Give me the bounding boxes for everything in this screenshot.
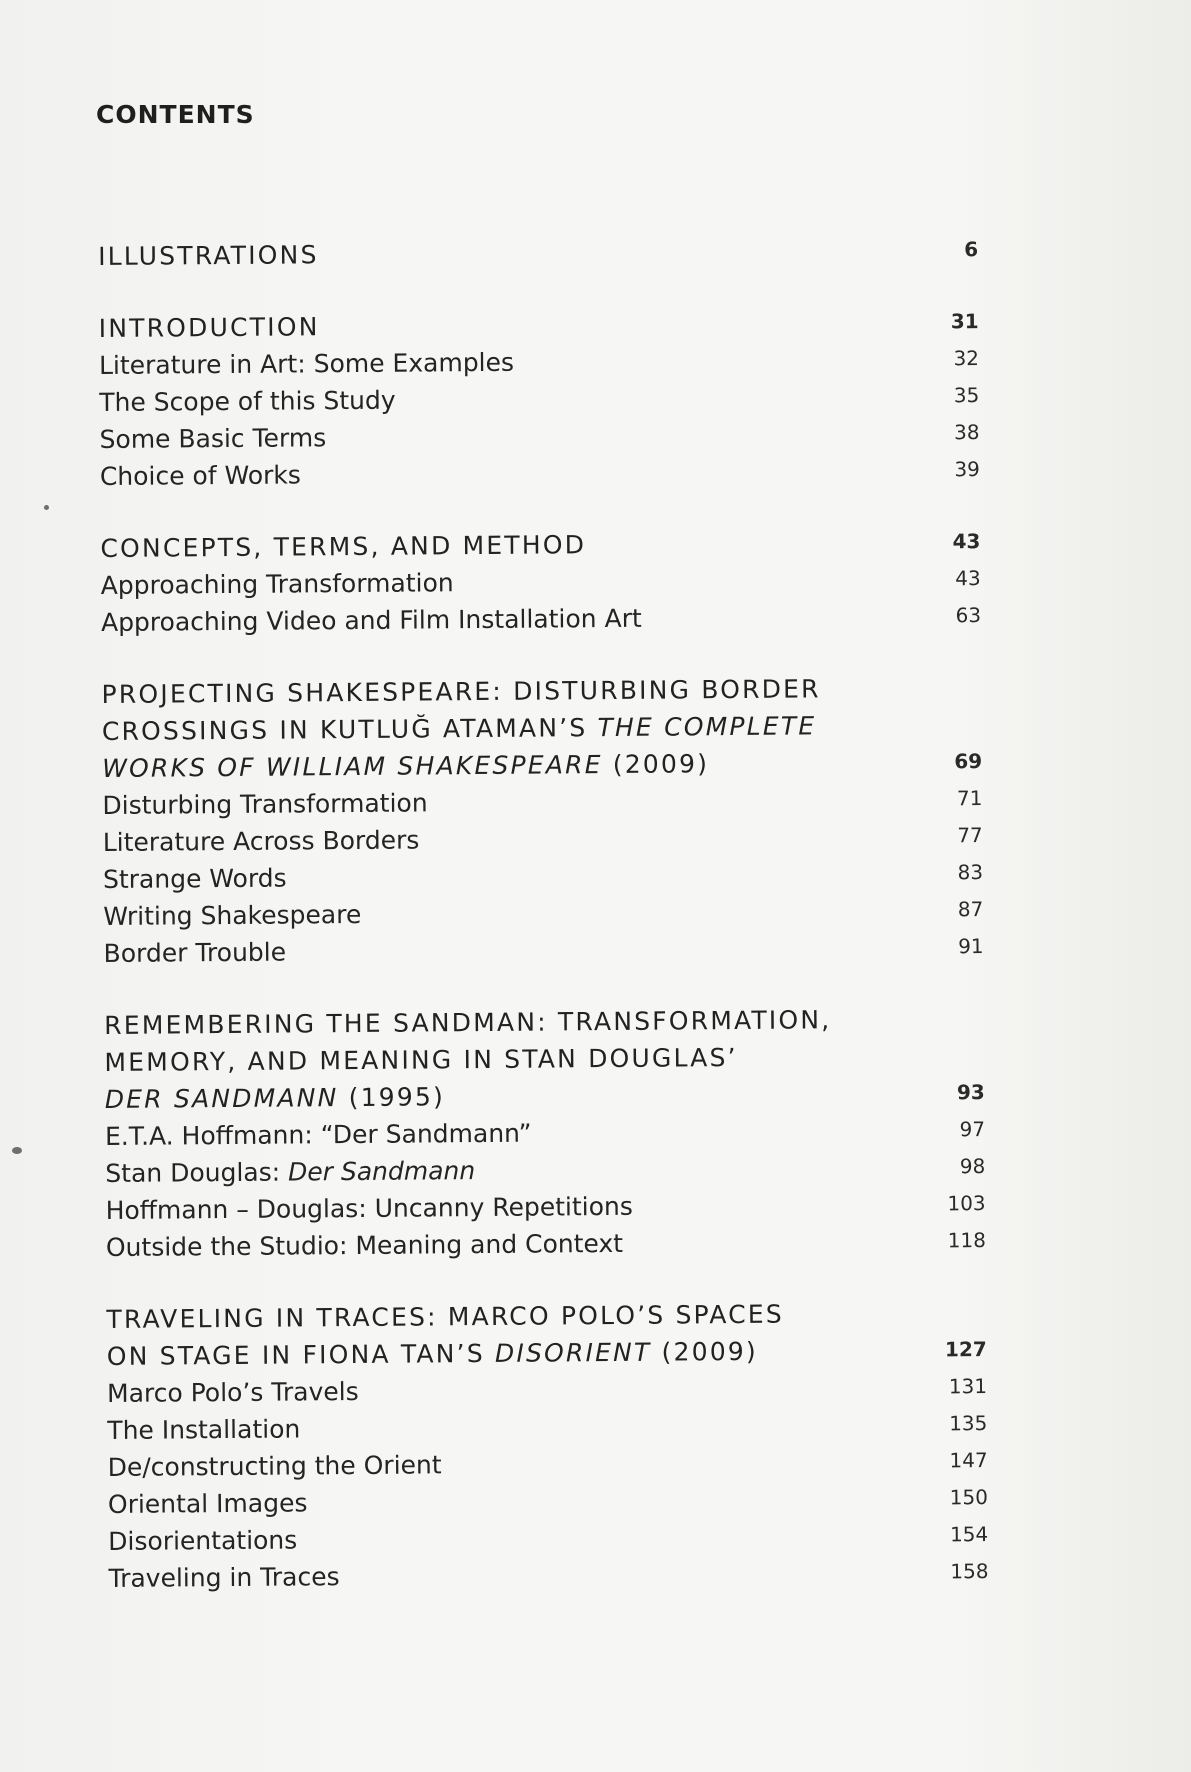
entry-page-number: 147 xyxy=(949,1448,988,1473)
section-title xyxy=(104,1039,738,1081)
title-text: TRAVELING IN TRACES: MARCO POLO’S SPACES xyxy=(106,1299,784,1334)
table-of-contents xyxy=(98,231,989,1632)
entry-page-number: 38 xyxy=(954,420,980,445)
toc-section xyxy=(106,1294,988,1597)
entry-title xyxy=(103,896,361,935)
entry-title xyxy=(103,934,286,972)
entry-page-number: 97 xyxy=(959,1117,986,1142)
section-title xyxy=(104,1001,831,1044)
entry-title xyxy=(107,1373,359,1412)
section-page-number: 6 xyxy=(964,237,979,262)
title-text: PROJECTING SHAKESPEARE: DISTURBING BORDER xyxy=(101,674,821,709)
title-text: Approaching Transformation xyxy=(100,568,454,600)
title-text: De/constructing the Orient xyxy=(107,1450,442,1482)
section-title xyxy=(106,1296,784,1338)
entry-page-number: 63 xyxy=(955,603,982,628)
section-page-number: 31 xyxy=(950,309,979,334)
title-text: Outside the Studio: Meaning and Context xyxy=(105,1228,624,1262)
toc-entry xyxy=(100,451,980,495)
entry-title xyxy=(99,344,514,384)
title-text: MEMORY, AND MEANING IN STAN DOUGLAS’ xyxy=(104,1043,738,1077)
entry-title xyxy=(102,784,427,824)
section-title xyxy=(102,745,709,787)
toc-entry xyxy=(108,1553,988,1597)
page-title: CONTENTS xyxy=(96,100,255,129)
entry-title xyxy=(105,1152,475,1192)
title-text: Approaching Video and Film Installation Art xyxy=(100,603,642,637)
title-text: The Scope of this Study xyxy=(99,385,396,417)
section-heading-line xyxy=(98,231,978,275)
entry-title xyxy=(105,1188,632,1229)
entry-page-number: 43 xyxy=(955,566,981,591)
entry-title xyxy=(99,382,396,421)
italic-title-text: DISORIENT xyxy=(494,1337,652,1368)
title-text: Border Trouble xyxy=(103,937,287,968)
title-text: The Installation xyxy=(107,1414,301,1445)
title-text: CONCEPTS, TERMS, AND METHOD xyxy=(100,530,587,563)
italic-title-text: THE COMPLETE xyxy=(597,711,817,743)
title-text: Traveling in Traces xyxy=(108,1562,340,1593)
title-text: Marco Polo’s Travels xyxy=(106,1376,359,1408)
entry-title xyxy=(101,600,642,641)
toc-section xyxy=(101,669,983,972)
title-text: Some Basic Terms xyxy=(99,423,327,454)
title-text: Strange Words xyxy=(102,863,287,894)
entry-title xyxy=(108,1521,297,1559)
italic-title-text: WORKS OF WILLIAM SHAKESPEARE xyxy=(102,750,603,783)
title-text: REMEMBERING THE SANDMAN: TRANSFORMATION, xyxy=(104,1005,832,1040)
entry-title xyxy=(100,456,301,495)
title-text: Disorientations xyxy=(108,1525,298,1556)
title-text: Choice of Works xyxy=(99,460,301,491)
entry-page-number: 131 xyxy=(948,1374,988,1399)
entry-page-number: 32 xyxy=(953,346,980,371)
title-text: Disturbing Transformation xyxy=(102,788,428,820)
title-text: (2009) xyxy=(602,749,710,780)
section-title xyxy=(100,526,586,567)
section-title xyxy=(98,236,319,275)
entry-title xyxy=(108,1558,339,1597)
entry-title xyxy=(108,1446,442,1486)
toc-section xyxy=(99,303,980,495)
entry-page-number: 158 xyxy=(950,1559,989,1584)
title-text: Oriental Images xyxy=(107,1488,308,1519)
title-text: Writing Shakespeare xyxy=(103,899,362,931)
paper-speck xyxy=(44,505,49,510)
section-title xyxy=(107,1333,758,1375)
toc-entry xyxy=(101,597,981,641)
entry-title xyxy=(106,1225,623,1266)
entry-page-number: 98 xyxy=(959,1154,986,1179)
title-text: E.T.A. Hoffmann: “Der Sandmann” xyxy=(104,1118,532,1151)
entry-title xyxy=(103,821,420,860)
entry-page-number: 118 xyxy=(947,1228,986,1253)
entry-page-number: 135 xyxy=(949,1411,988,1436)
entry-page-number: 150 xyxy=(949,1485,989,1510)
title-text: Stan Douglas: xyxy=(105,1157,289,1188)
toc-entry xyxy=(106,1222,986,1266)
entry-title xyxy=(99,419,326,458)
entry-page-number: 83 xyxy=(957,860,984,885)
title-text: INTRODUCTION xyxy=(98,312,320,343)
section-page-number: 43 xyxy=(952,529,981,554)
section-title xyxy=(105,1078,446,1118)
section-page-number: 93 xyxy=(956,1080,985,1105)
entry-page-number: 35 xyxy=(953,383,980,408)
title-text: ILLUSTRATIONS xyxy=(98,240,319,271)
entry-title xyxy=(107,1410,300,1449)
entry-page-number: 39 xyxy=(954,457,980,482)
section-page-number: 69 xyxy=(954,749,983,774)
entry-page-number: 71 xyxy=(956,786,983,811)
title-text: ON STAGE IN FIONA TAN’S xyxy=(106,1338,496,1371)
section-page-number: 127 xyxy=(944,1337,987,1362)
entry-title xyxy=(105,1115,532,1155)
entry-title xyxy=(103,860,287,898)
toc-section xyxy=(98,231,978,275)
entry-page-number: 103 xyxy=(947,1191,986,1216)
title-text: CROSSINGS IN KUTLUĞ ATAMAN’S xyxy=(101,713,598,746)
section-title xyxy=(101,670,820,713)
paper-speck xyxy=(12,1147,22,1154)
title-text: Literature in Art: Some Examples xyxy=(98,347,515,380)
toc-entry xyxy=(103,928,983,972)
entry-page-number: 77 xyxy=(957,823,983,848)
title-text: (2009) xyxy=(651,1336,759,1367)
title-text: Hoffmann – Douglas: Uncanny Repetitions xyxy=(105,1191,633,1225)
italic-title-text: Der Sandmann xyxy=(287,1156,476,1187)
entry-title xyxy=(108,1484,308,1523)
section-title xyxy=(99,308,320,347)
italic-title-text: DER SANDMANN xyxy=(104,1083,339,1114)
entry-title xyxy=(101,564,454,604)
title-text: (1995) xyxy=(338,1082,446,1113)
toc-section xyxy=(104,1000,986,1266)
entry-page-number: 87 xyxy=(957,897,984,922)
title-text: Literature Across Borders xyxy=(102,825,420,857)
section-title xyxy=(102,707,817,750)
entry-page-number: 91 xyxy=(958,934,984,959)
toc-section xyxy=(100,523,981,641)
entry-page-number: 154 xyxy=(949,1522,989,1547)
